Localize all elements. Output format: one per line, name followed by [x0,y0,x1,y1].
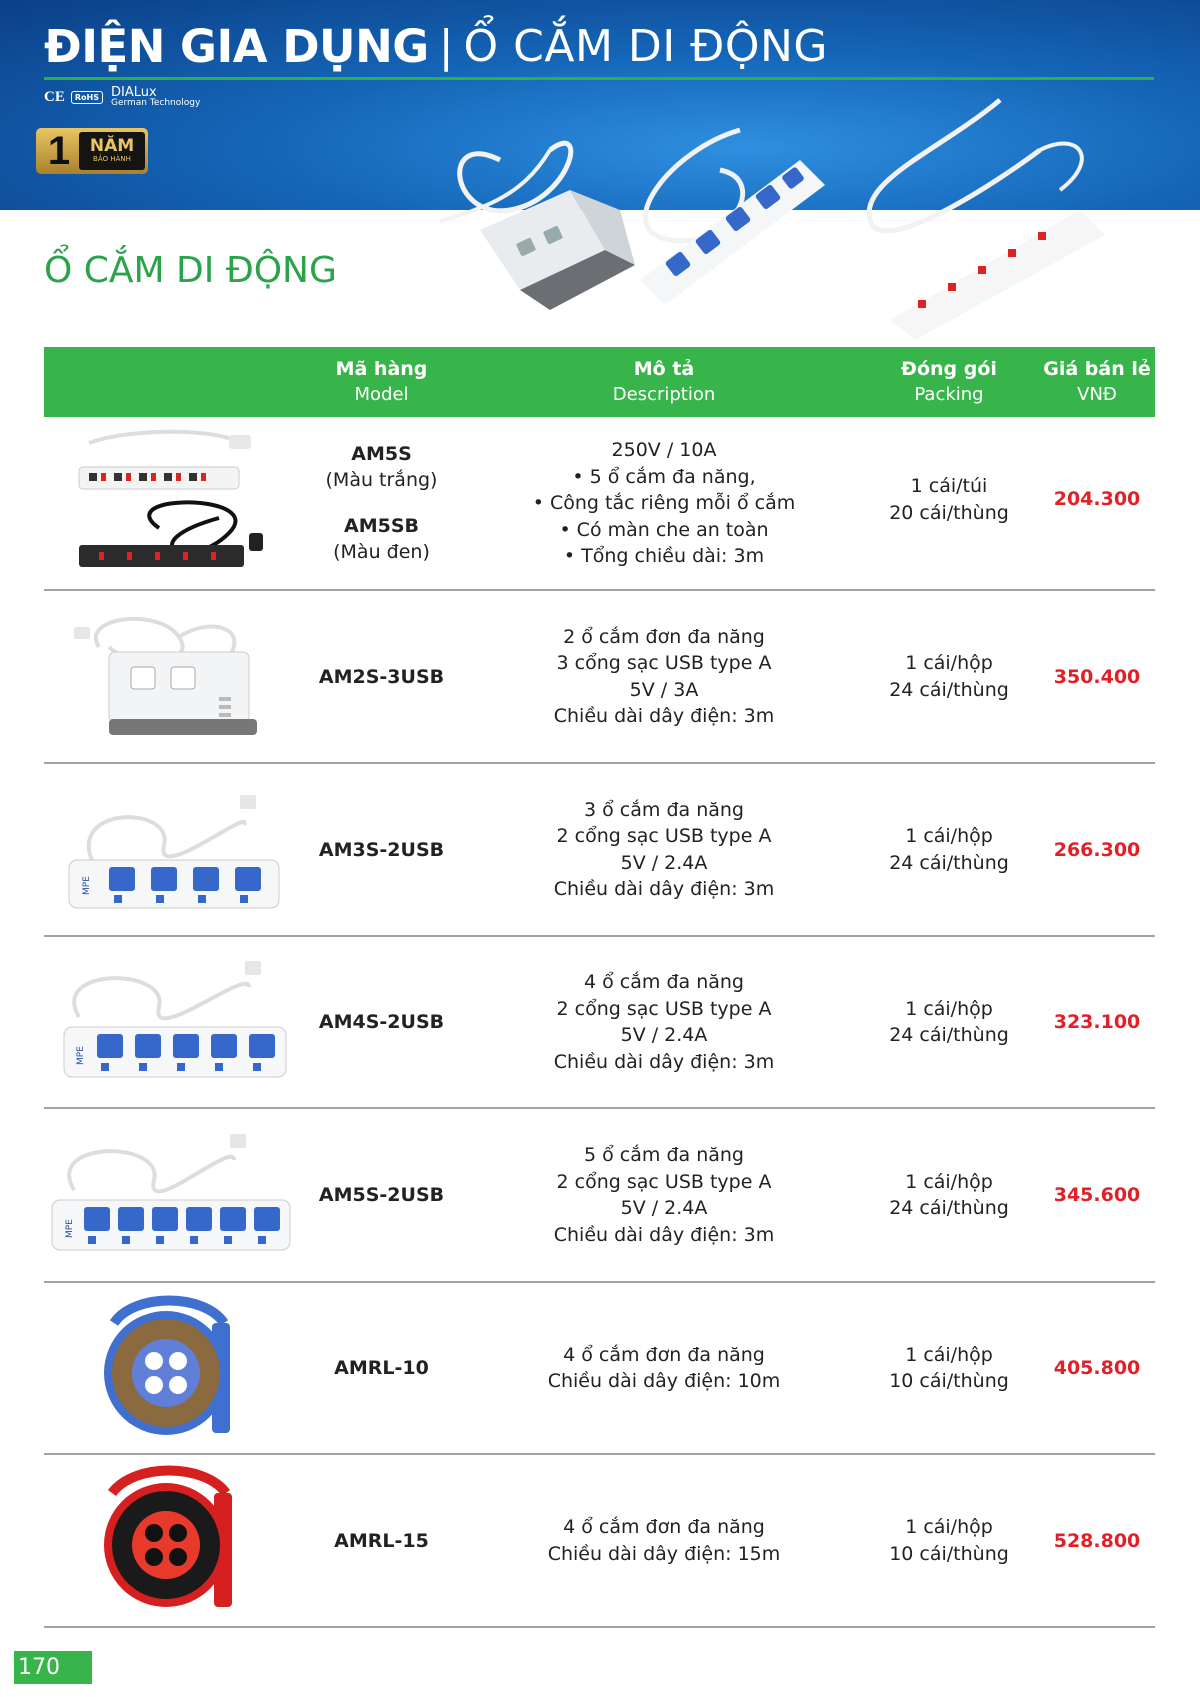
description-line: 5V / 2.4A [620,1197,708,1219]
page-title [44,14,828,78]
header-model-vi: Mã hàng [335,358,428,380]
price-cell [1039,937,1155,1107]
table-header [44,347,1155,417]
cube-socket-image [69,607,269,747]
packing-line: 24 cái/thùng [889,1197,1009,1219]
description-line: • Tổng chiều dài: 3m [563,545,765,567]
header-description [469,357,859,407]
table-row [44,591,1155,764]
model-cell [294,1283,469,1453]
product-image-cell [44,937,294,1107]
usb-strip-image [49,957,289,1087]
description-line: 5V / 2.4A [620,1024,708,1046]
brand-mark: MPE [76,1046,86,1065]
description-line: 3 ổ cắm đa năng [584,798,744,821]
packing-line: 1 cái/túi [910,475,988,497]
usb-strip-image [44,1130,294,1260]
dialux-logo [111,86,200,108]
model-code: AM5S [351,443,412,465]
page-number: 170 [14,1651,92,1684]
description-cell [469,1109,859,1281]
retail-price: 266.300 [1053,838,1141,861]
model-code: AM5S-2USB [318,1184,445,1206]
description-line: Chiều dài dây điện: 3m [553,1050,775,1073]
packing-line: 20 cái/thùng [889,501,1009,524]
retail-price: 405.800 [1053,1357,1141,1379]
description-cell [469,937,859,1107]
model-cell [294,937,469,1107]
packing-line: 1 cái/hộp [905,1170,993,1193]
title-divider [44,77,1154,80]
packing-line: 1 cái/hộp [905,1343,993,1366]
model-color-note: (Màu trắng) [325,469,438,491]
dialux-tagline: German Technology [110,98,201,108]
product-image-cell [44,1283,294,1453]
description-line: 4 ổ cắm đa năng [584,971,744,993]
warranty-badge [36,128,148,174]
hero-cube-socket [440,143,635,310]
packing-line: 1 cái/hộp [905,825,993,847]
price-cell [1039,417,1155,589]
warranty-years: 1 [47,129,71,173]
price-cell [1039,1283,1155,1453]
hero-white-strip [869,100,1105,340]
title-subcategory: Ổ CẮM DI ĐỘNG [463,20,828,72]
price-cell [1039,1109,1155,1281]
header-packing-vi: Đóng gói [901,358,997,380]
rohs-badge-icon: RoHS [71,91,103,104]
description-line: 4 ổ cắm đơn đa năng [563,1516,765,1538]
product-image-cell [44,417,294,589]
product-image-cell [44,1455,294,1626]
description-line: 2 ổ cắm đơn đa năng [563,625,765,648]
packing-line: 24 cái/thùng [889,851,1009,874]
title-separator: | [438,20,454,72]
packing-line: 1 cái/hộp [905,652,993,674]
product-image-cell [44,1109,294,1281]
table-row [44,937,1155,1109]
description-line: Chiều dài dây điện: 15m [547,1542,781,1565]
hero-blue-strip [640,130,825,305]
description-line: 5V / 2.4A [620,851,708,874]
description-line: Chiều dài dây điện: 3m [553,1223,775,1246]
table-row [44,1109,1155,1283]
table-row [44,417,1155,591]
certification-logos [44,86,200,108]
header-model-en: Model [354,384,409,405]
description-cell [469,417,859,589]
packing-line: 24 cái/thùng [889,1024,1009,1046]
section-title: Ổ CẮM DI ĐỘNG [44,250,337,291]
packing-line: 1 cái/hộp [905,997,993,1020]
model-cell [294,1109,469,1281]
title-category: ĐIỆN GIA DỤNG [44,19,429,73]
model-cell [294,764,469,935]
header-price [1039,357,1155,407]
warranty-label-box [79,132,145,170]
packing-line: 10 cái/thùng [889,1370,1009,1392]
table-row [44,1455,1155,1628]
header-price-vi: Giá bán lẻ [1043,358,1151,380]
description-line: 5V / 3A [629,678,699,701]
product-image-cell [44,764,294,935]
retail-price: 350.400 [1053,665,1141,688]
description-cell [469,1283,859,1453]
description-line: • Có màn che an toàn [559,518,769,541]
price-cell [1039,764,1155,935]
description-line: Chiều dài dây điện: 3m [553,878,775,900]
description-cell [469,1455,859,1626]
model-code: AM4S-2USB [318,1011,445,1033]
description-line: 4 ổ cắm đơn đa năng [563,1343,765,1366]
packing-line: 10 cái/thùng [889,1542,1009,1565]
header-description-vi: Mô tả [633,358,695,380]
brand-mark: MPE [82,875,92,895]
header-packing-en: Packing [914,384,984,405]
description-line: 3 cổng sạc USB type A [556,652,772,674]
product-image-cell [44,591,294,762]
model-code: AM5SB [344,515,419,537]
usb-strip-image [54,785,284,915]
model-code: AM2S-3USB [318,665,445,688]
price-cell [1039,591,1155,762]
header-price-en: VNĐ [1077,384,1117,405]
packing-cell [859,764,1039,935]
table-row [44,764,1155,937]
cable-reel-blue-image [94,1293,244,1443]
price-cell [1039,1455,1155,1626]
header-description-en: Description [612,384,716,405]
model-code: AM3S-2USB [318,838,445,861]
description-line: • 5 ổ cắm đa năng, [572,465,756,488]
dialux-name: DIALux [110,85,157,100]
retail-price: 528.800 [1053,1529,1141,1552]
packing-cell [859,417,1039,589]
packing-cell [859,1455,1039,1626]
description-line: 250V / 10A [611,439,717,461]
model-cell [294,417,469,589]
model-color-note: (Màu đen) [333,541,430,563]
header-model [294,357,469,407]
model-code: AMRL-10 [334,1357,429,1379]
description-cell [469,764,859,935]
retail-price: 204.300 [1053,488,1141,510]
description-line: 2 cổng sạc USB type A [556,1170,772,1193]
packing-cell [859,591,1039,762]
description-line: 5 ổ cắm đa năng [584,1144,744,1166]
description-line: Chiều dài dây điện: 10m [547,1370,781,1392]
packing-line: 1 cái/hộp [905,1516,993,1538]
warranty-unit: NĂM [89,135,135,156]
header-packing [859,357,1039,407]
packing-cell [859,1283,1039,1453]
model-code: AMRL-15 [334,1529,429,1552]
packing-cell [859,937,1039,1107]
retail-price: 323.100 [1053,1011,1141,1033]
brand-mark: MPE [65,1219,75,1238]
power-strip-image [69,423,269,583]
description-line: 2 cổng sạc USB type A [556,997,772,1020]
ce-mark-icon: CE [44,88,65,105]
cable-reel-red-image [94,1463,244,1618]
warranty-caption: BẢO HÀNH [93,154,131,163]
packing-line: 24 cái/thùng [889,678,1009,701]
packing-cell [859,1109,1039,1281]
description-line: • Công tắc riêng mỗi ổ cắm [532,492,796,514]
model-cell [294,1455,469,1626]
description-line: 2 cổng sạc USB type A [556,825,772,847]
description-line: Chiều dài dây điện: 3m [553,705,775,727]
model-cell [294,591,469,762]
hero-products-image [440,90,1160,340]
retail-price: 345.600 [1053,1184,1141,1206]
description-cell [469,591,859,762]
table-row [44,1283,1155,1455]
